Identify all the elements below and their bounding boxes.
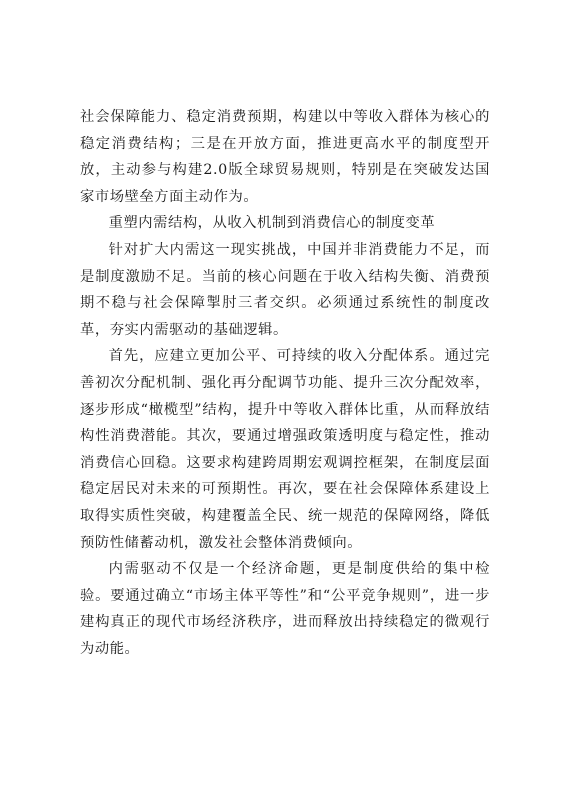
paragraph-measures: 首先，应建立更加公平、可持续的收入分配体系。通过完善初次分配机制、强化再分配调节功能、提升三次分配效率，逐步形成“橄榄型”结构，提升中等收入群体比重，从而释放结构性消费潜能。其次，要通过增强政策透明度与稳定性，推动消费信心回稳。这要求构建跨周期宏观调控框架，在制度层面稳定居民对未来的可预期性。再次，要在社会保障体系建设上取得实质性突破，构建覆盖全民、统一规范的保障网络，降低预防性储蓄动机，激发社会整体消费倾向。 — [80, 348, 490, 551]
section-heading: 重塑内需结构，从收入机制到消费信心的制度变革 — [108, 215, 436, 232]
paragraph-conclusion: 内需驱动不仅是一个经济命题，更是制度供给的集中检验。要通过确立“市场主体平等性”和“公平竞争规则”，进一步建构真正的现代市场经济秩序，进而释放出持续稳定的微观行为动能。 — [80, 561, 490, 657]
paragraph-challenge: 针对扩大内需这一现实挑战，中国并非消费能力不足，而是制度激励不足。当前的核心问题在于收入结构失衡、消费预期不稳与社会保障掣肘三者交织。必须通过系统性的制度改革，夯实内需驱动的基础逻辑。 — [80, 241, 490, 338]
article-body — [80, 104, 490, 662]
paragraph-continuation: 社会保障能力、稳定消费预期，构建以中等收入群体为核心的稳定消费结构；三是在开放方面，推进更高水平的制度型开放，主动参与构建2.0版全球贸易规则，特别是在突破发达国家市场壁垒方面主动作为。 — [80, 109, 490, 205]
